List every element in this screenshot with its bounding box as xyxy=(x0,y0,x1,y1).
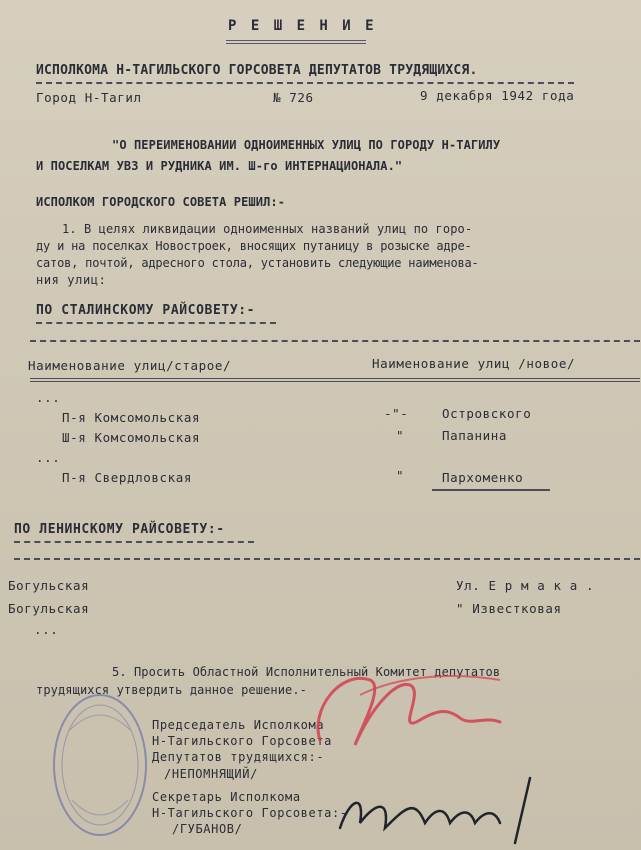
para1-line4: ния улиц: xyxy=(36,273,107,287)
issuer-underline xyxy=(36,82,574,84)
chair-line1: Председатель Исполкома xyxy=(152,718,325,732)
stalin-row-new: Островского xyxy=(442,406,532,421)
chair-line2: Н-Тагильского Горсовета xyxy=(152,734,332,748)
doc-subject-line1: "О ПЕРЕИМЕНОВАНИИ ОДНОИМЕННЫХ УЛИЦ ПО ГОРОДУ Н-ТАГИЛУ xyxy=(112,138,501,152)
doc-number: № 726 xyxy=(273,90,314,105)
doc-heading: Р Е Ш Е Н И Е xyxy=(228,18,377,34)
stalin-heading: ПО СТАЛИНСКОМУ РАЙСОВЕТУ:- xyxy=(36,303,256,318)
para1-line1: 1. В целях ликвидации одноименных названий улиц по горо- xyxy=(62,222,473,236)
para5-line2: трудящихся утвердить данное решение.- xyxy=(36,683,308,697)
doc-city: Город Н-Тагил xyxy=(36,90,142,105)
chair-line3: Депутатов трудящихся:- xyxy=(152,750,325,764)
secretary-line2: Н-Тагильского Горсовета:- xyxy=(152,806,348,820)
lenin-heading: ПО ЛЕНИНСКОМУ РАЙСОВЕТУ:- xyxy=(14,522,225,537)
lenin-heading-underline xyxy=(14,541,254,543)
parkhomenko-underline xyxy=(432,489,550,491)
para1-line2: ду и на поселках Новостроек, вносящих путаницу в розыске адре- xyxy=(36,239,472,253)
lenin-dots: ... xyxy=(34,622,59,637)
stalin-rule-top xyxy=(30,340,640,342)
heading-underline xyxy=(226,40,366,44)
para1-line3: сатов, почтой, адресного стола, установить следующие наименова- xyxy=(36,256,479,270)
lenin-row-old: Богульская xyxy=(8,601,90,616)
secretary-name: /ГУБАНОВ/ xyxy=(172,822,243,836)
stalin-row-new: Пархоменко xyxy=(442,470,524,485)
doc-subject-line2: И ПОСЕЛКАМ УВЗ И РУДНИКА ИМ. Ш-го ИНТЕРНАЦИОНАЛА." xyxy=(36,159,403,173)
col-new-header: Наименование улиц /новое/ xyxy=(372,356,576,371)
col-old-header: Наименование улиц/старое/ xyxy=(28,358,232,373)
stalin-row-old: П-я Свердловская xyxy=(62,470,193,485)
stalin-row-mark: " xyxy=(396,468,405,483)
chair-name: /НЕПОМНЯЩИЙ/ xyxy=(164,767,258,781)
black-handwritten-signature xyxy=(335,768,565,848)
stalin-dots-1: ... xyxy=(36,390,61,405)
secretary-line1: Секретарь Исполкома xyxy=(152,790,301,804)
stalin-row-new: Папанина xyxy=(442,428,508,443)
red-handwritten-signature xyxy=(300,650,520,760)
lenin-row-new: Ул. Е р м а к а . xyxy=(456,578,595,593)
stalin-heading-underline xyxy=(36,322,276,324)
doc-issuer: ИСПОЛКОМА Н-ТАГИЛЬСКОГО ГОРСОВЕТА ДЕПУТАТОВ ТРУДЯЩИХСЯ. xyxy=(36,63,478,78)
stalin-rule-header xyxy=(30,378,640,382)
doc-date: 9 декабря 1942 года xyxy=(420,88,575,103)
stalin-dots-2: ... xyxy=(36,450,61,465)
lenin-row-old: Богульская xyxy=(8,578,90,593)
stalin-row-mark: -"- xyxy=(384,406,409,421)
official-stamp xyxy=(50,690,150,840)
doc-resolved: ИСПОЛКОМ ГОРОДСКОГО СОВЕТА РЕШИЛ:- xyxy=(36,195,286,209)
stalin-row-mark: " xyxy=(396,428,405,443)
stalin-row-old: П-я Комсомольская xyxy=(62,410,201,425)
para5-line1: 5. Просить Областной Исполнительный Комитет депутатов xyxy=(112,665,501,679)
stalin-row-old: Ш-я Комсомольская xyxy=(62,430,201,445)
lenin-rule xyxy=(14,558,640,560)
lenin-row-new: " Известковая xyxy=(456,601,562,616)
